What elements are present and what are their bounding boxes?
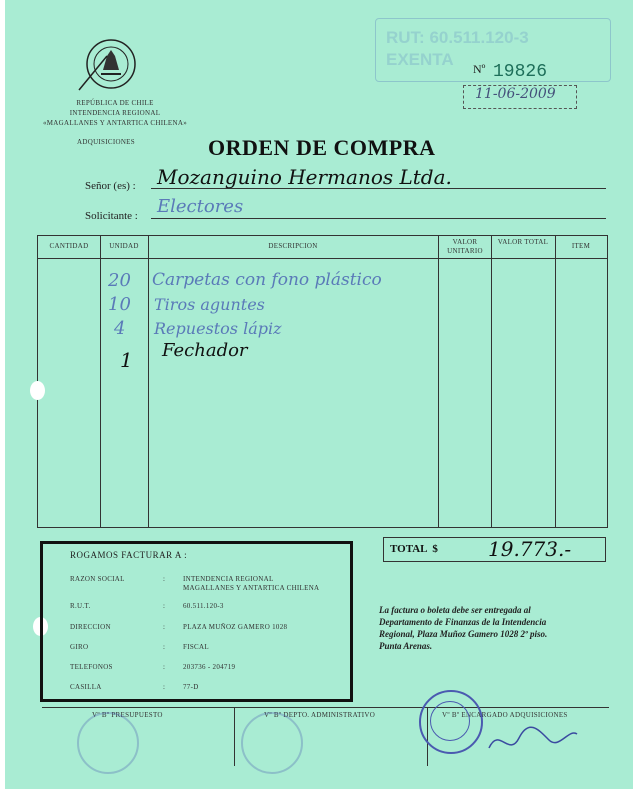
billing-sep-rut: : <box>163 602 166 610</box>
senor-label: Señor (es) : <box>85 180 136 192</box>
note-line-2: Departamento de Finanzas de la Intendencia <box>379 617 547 627</box>
row-4-descripcion: Fechador <box>162 340 248 361</box>
row-4-unidad: 1 <box>120 348 133 372</box>
sig-adquisiciones-label: Vº Bº ENCARGADO ADQUISICIONES <box>442 711 568 719</box>
punch-hole-top <box>30 381 45 400</box>
billing-box <box>40 541 353 702</box>
faint-seal-left <box>77 712 139 774</box>
items-table <box>37 235 608 528</box>
col-divider-1 <box>100 236 101 527</box>
header-cantidad: CANTIDAD <box>49 242 89 250</box>
solicitante-underline <box>151 218 606 219</box>
row-1-descripcion: Carpetas con fono plástico <box>152 270 382 290</box>
header-unidad: UNIDAD <box>109 242 139 250</box>
solicitante-value: Electores <box>157 196 244 217</box>
total-box <box>383 537 606 562</box>
row-1-unidad: 20 <box>108 270 131 291</box>
table-header-divider <box>38 258 607 259</box>
order-number: 19826 <box>493 62 548 82</box>
total-label: TOTAL $ <box>390 543 438 555</box>
coat-of-arms-emblem <box>77 36 139 92</box>
header-item: ITEM <box>571 242 591 250</box>
billing-value-direccion: PLAZA MUÑOZ GAMERO 1028 <box>183 623 288 631</box>
billing-label-telefonos: TELEFONOS <box>70 663 113 671</box>
faint-stamp-text: RUT: 60.511.120-3 EXENTA <box>386 28 529 69</box>
note-line-3: Regional, Plaza Muñoz Gamero 1028 2º piso. <box>379 629 548 639</box>
billing-value-razon-2: MAGALLANES Y ANTARTICA CHILENA <box>183 584 320 592</box>
billing-value-rut: 60.511.120-3 <box>183 602 224 610</box>
billing-value-casilla: 77-D <box>183 683 199 691</box>
note-line-4: Punta Arenas. <box>379 641 433 651</box>
row-2-descripcion: Tiros aguntes <box>154 295 265 314</box>
document-title: ORDEN DE COMPRA <box>208 135 436 160</box>
billing-label-casilla: CASILLA <box>70 683 102 691</box>
official-seal-stamp <box>419 690 483 754</box>
sig-divider-1 <box>234 708 235 766</box>
signature-scribble <box>485 718 580 758</box>
billing-value-razon: INTENDENCIA REGIONAL <box>183 575 274 583</box>
header-valor-unitario: VALOR UNITARIO <box>447 238 483 255</box>
region-label: «MAGALLANES Y ANTARTICA CHILENA» <box>42 119 187 127</box>
billing-sep-giro: : <box>163 643 166 651</box>
header-valor-total: VALOR TOTAL <box>497 238 549 246</box>
billing-sep-telefonos: : <box>163 663 166 671</box>
header-descripcion: DESCRIPCION <box>268 242 318 250</box>
billing-sep-razon: : <box>163 575 166 583</box>
col-divider-5 <box>555 236 556 527</box>
sig-administrativo-label: Vº Bº DEPTO. ADMINISTRATIVO <box>264 711 376 719</box>
billing-sep-casilla: : <box>163 683 166 691</box>
billing-value-telefonos: 203736 - 204719 <box>183 663 236 671</box>
col-divider-4 <box>491 236 492 527</box>
row-3-unidad: 4 <box>114 318 126 339</box>
billing-label-rut: R.U.T. <box>70 602 91 610</box>
order-number-prefix: Nº <box>473 62 486 76</box>
intendencia-label: INTENDENCIA REGIONAL <box>69 109 161 117</box>
billing-label-razon: RAZON SOCIAL <box>70 575 125 583</box>
billing-label-giro: GIRO <box>70 643 89 651</box>
faint-seal-middle <box>241 712 303 774</box>
col-divider-2 <box>148 236 149 527</box>
senor-value: Mozanguino Hermanos Ltda. <box>157 165 452 189</box>
billing-heading: ROGAMOS FACTURAR A : <box>70 550 188 560</box>
billing-sep-direccion: : <box>163 623 166 631</box>
invoice-note <box>379 604 611 652</box>
solicitante-label: Solicitante : <box>85 210 138 222</box>
order-date: 11-06-2009 <box>475 86 556 102</box>
row-3-descripcion: Repuestos lápiz <box>154 319 282 338</box>
purchase-order-page <box>5 0 633 789</box>
total-value: 19.773.- <box>488 537 572 561</box>
sig-presupuesto-label: Vº Bº PRESUPUESTO <box>92 711 163 719</box>
republic-label: REPÚBLICA DE CHILE <box>76 99 154 107</box>
official-seal-inner <box>430 701 470 741</box>
col-divider-3 <box>438 236 439 527</box>
billing-value-giro: FISCAL <box>183 643 209 651</box>
row-2-unidad: 10 <box>108 294 131 315</box>
department-label: ADQUISICIONES <box>77 138 135 146</box>
billing-label-direccion: DIRECCION <box>70 623 111 631</box>
note-line-1: La factura o boleta debe ser entregada al <box>379 605 531 615</box>
